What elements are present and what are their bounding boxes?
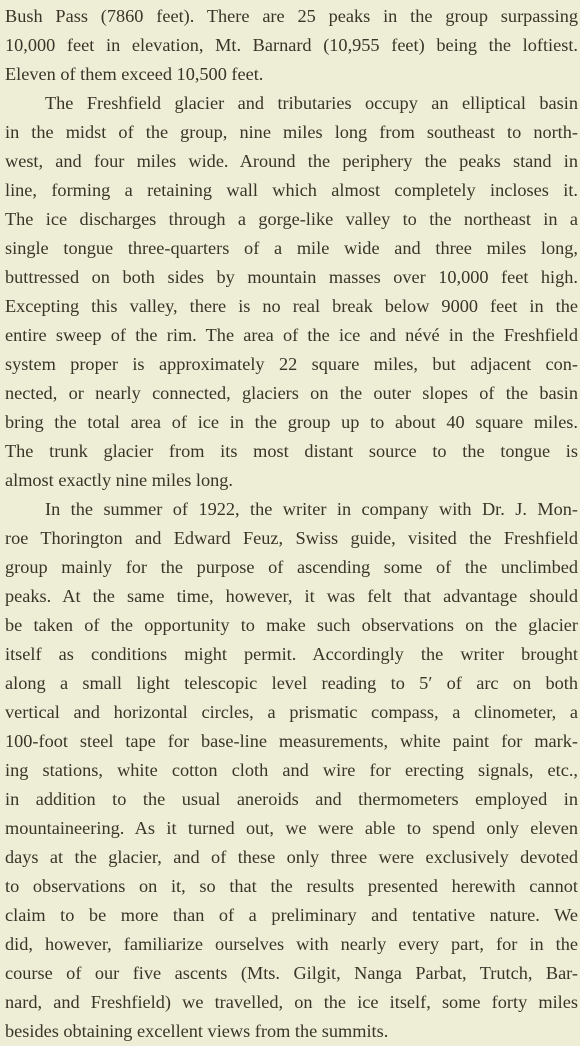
text-line: claim to be more than of a preliminary and tentative nature. We bbox=[5, 905, 578, 925]
paragraph-3 bbox=[5, 495, 578, 1046]
document-page bbox=[5, 2, 578, 1046]
text-line: The Freshfield glacier and tributaries occupy an elliptical basin bbox=[45, 93, 578, 113]
text-line: line, forming a retaining wall which almost completely incloses it. bbox=[5, 180, 578, 200]
text-line: buttressed on both sides by mountain masses over 10,000 feet high. bbox=[5, 267, 578, 287]
text-line: Bush Pass (7860 feet). There are 25 peaks in the group surpassing bbox=[5, 6, 578, 26]
text-line: ing stations, white cotton cloth and wire for erecting signals, etc., bbox=[5, 760, 578, 780]
text-line: west, and four miles wide. Around the periphery the peaks stand in bbox=[5, 151, 578, 171]
text-line: 10,000 feet in elevation, Mt. Barnard (10,955 feet) being the loftiest. bbox=[5, 35, 578, 55]
text-line: roe Thorington and Edward Feuz, Swiss guide, visited the Freshfield bbox=[5, 528, 578, 548]
text-line: In the summer of 1922, the writer in company with Dr. J. Mon- bbox=[45, 499, 578, 519]
paragraph-2 bbox=[5, 89, 578, 495]
text-line: nected, or nearly connected, glaciers on the outer slopes of the basin bbox=[5, 383, 578, 403]
text-line: course of our five ascents (Mts. Gilgit, Nanga Parbat, Trutch, Bar- bbox=[5, 963, 578, 983]
text-line: 100-foot steel tape for base-line measurements, white paint for mark- bbox=[5, 731, 578, 751]
text-line: almost exactly nine miles long. bbox=[5, 470, 233, 490]
text-line: itself as conditions might permit. Accordingly the writer brought bbox=[5, 644, 578, 664]
text-line: days at the glacier, and of these only three were exclusively devoted bbox=[5, 847, 578, 867]
text-line: Excepting this valley, there is no real break below 9000 feet in the bbox=[5, 296, 578, 316]
text-line: entire sweep of the rim. The area of the ice and névé in the Freshfield bbox=[5, 325, 578, 345]
text-line: group mainly for the purpose of ascending some of the unclimbed bbox=[5, 557, 578, 577]
text-line: The trunk glacier from its most distant source to the tongue is bbox=[5, 441, 578, 461]
text-line: Eleven of them exceed 10,500 feet. bbox=[5, 64, 264, 84]
text-line: be taken of the opportunity to make such observations on the glacier bbox=[5, 615, 578, 635]
text-line: nard, and Freshfield) we travelled, on the ice itself, some forty miles bbox=[5, 992, 578, 1012]
text-line: bring the total area of ice in the group up to about 40 square miles. bbox=[5, 412, 578, 432]
text-line: The ice discharges through a gorge-like valley to the northeast in a bbox=[5, 209, 578, 229]
text-line: besides obtaining excellent views from the summits. bbox=[5, 1021, 389, 1041]
text-line: along a small light telescopic level reading to 5′ of arc on both bbox=[5, 673, 578, 693]
text-line: in addition to the usual aneroids and thermometers employed in bbox=[5, 789, 578, 809]
text-line: in the midst of the group, nine miles long from southeast to north- bbox=[5, 122, 578, 142]
text-line: mountaineering. As it turned out, we were able to spend only eleven bbox=[5, 818, 578, 838]
paragraph-1 bbox=[5, 2, 578, 89]
text-line: peaks. At the same time, however, it was felt that advantage should bbox=[5, 586, 578, 606]
text-line: vertical and horizontal circles, a prismatic compass, a clinometer, a bbox=[5, 702, 578, 722]
text-line: system proper is approximately 22 square miles, but adjacent con- bbox=[5, 354, 578, 374]
text-line: did, however, familiarize ourselves with nearly every part, for in the bbox=[5, 934, 578, 954]
text-line: to observations on it, so that the results presented herewith cannot bbox=[5, 876, 578, 896]
text-line: single tongue three-quarters of a mile wide and three miles long, bbox=[5, 238, 578, 258]
